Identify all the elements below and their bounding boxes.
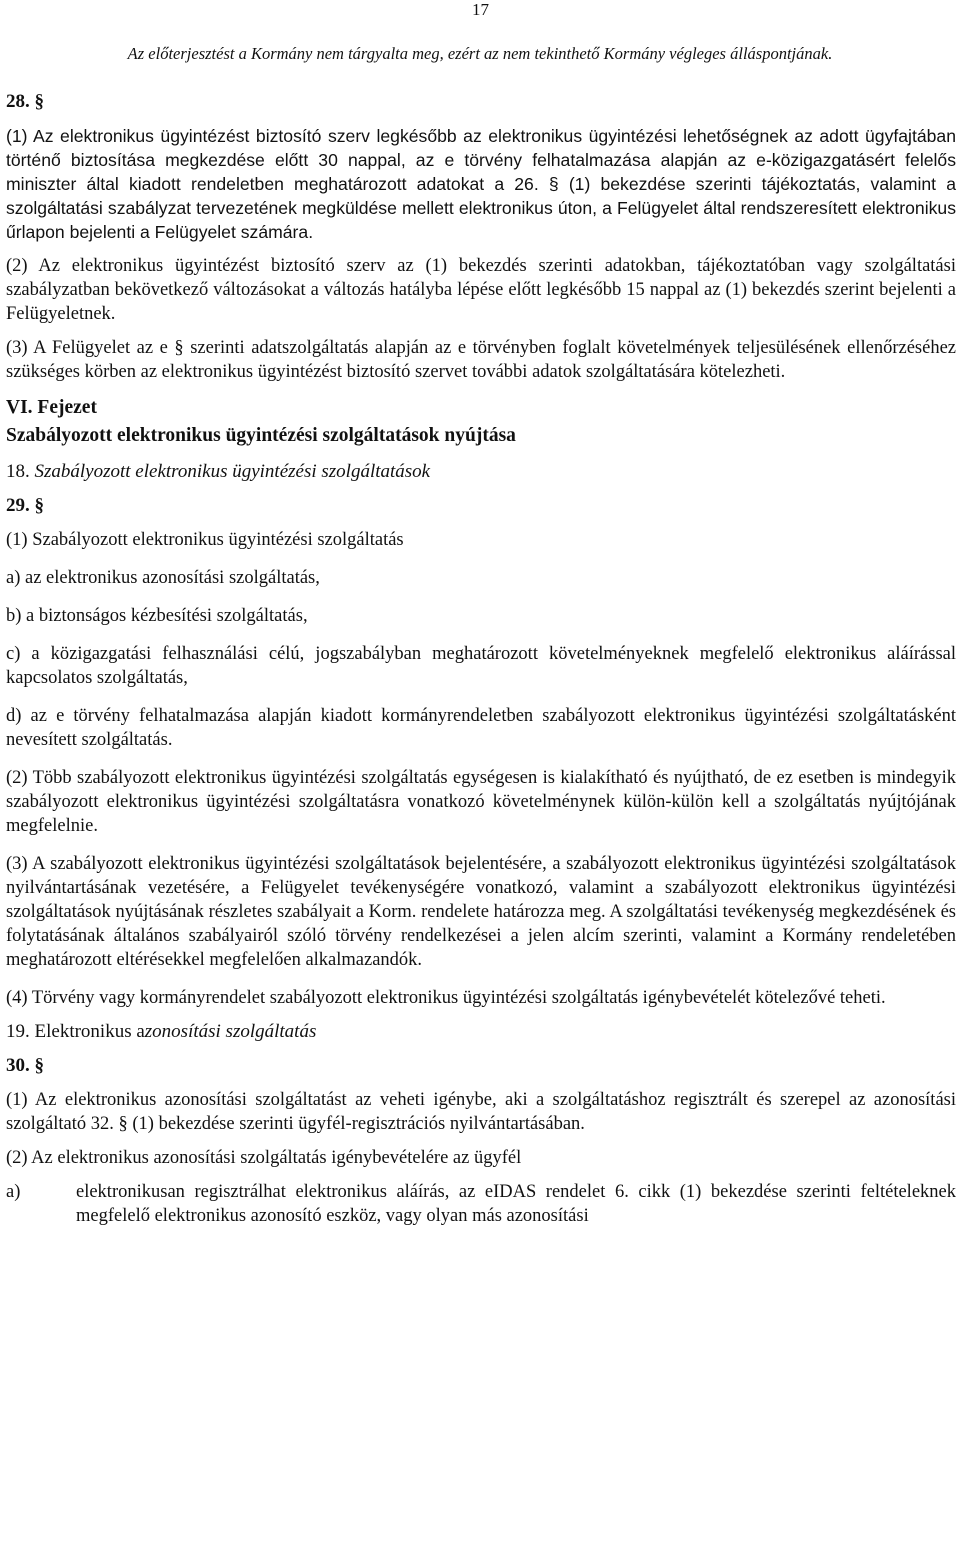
section-29-point-b: b) a biztonságos kézbesítési szolgáltatás,	[6, 606, 308, 626]
section-28-heading: 28. §	[6, 91, 44, 112]
section-29-paragraph-1: (1) Szabályozott elektronikus ügyintézési szolgáltatás	[6, 530, 404, 550]
section-30-point-a-text: elektronikusan regisztrálhat elektronikus aláírás, az eIDAS rendelet 6. cikk (1) bekezdése szerinti feltételeknek megfelelő elektronikus azonosító eszköz, vagy olyan más azonosítási	[76, 1182, 956, 1226]
section-29-paragraph-3: (3) A szabályozott elektronikus ügyintézési szolgáltatások bejelentésére, a szabályozott elektronikus ügyintézési szolgáltatások nyilvántartásának vezetésére, a Felügyelet tevékenységére vonatkozó, valamint a szabályozott elektronikus ügyintézési szolgáltatások nyújtásának részletes szabályait a Korm. rendelete határozza meg. A szolgáltatási tevékenység megkezdésének és folytatásának általános szabályairól szóló törvény rendelkezései a jelen alcím szerinti, valamint a Kormány rendeletében meghatározott eltérésekkel megfelelően alkalmazandók.	[6, 854, 956, 970]
section-29-heading: 29. §	[6, 495, 44, 516]
section-29-point-c: c) a közigazgatási felhasználási célú, jogszabályban meghatározott követelményeknek megfelelő elektronikus aláírással kapcsolatos szolgáltatás,	[6, 644, 956, 688]
page-number: 17	[472, 0, 489, 19]
section-30-point-a-label: a)	[6, 1182, 21, 1202]
section-28-paragraph-1: (1) Az elektronikus ügyintézést biztosító szerv legkésőbb az elektronikus ügyintézési lehetőségnek az adott ügyfajtában történő biztosítása megkezdése előtt 30 nappal, az e törvény felhatalmazása alapján az e-közigazgatásért felelős miniszter által kiadott rendeletben meghatározott adatokat a 26. § (1) bekezdése szerinti tájékoztatás, valamint a szolgáltatási szabályzat tervezetének megküldése mellett elektronikus úton, a Felügyelet által rendszeresített elektronikus űrlapon bejelenti a Felügyelet számára.	[6, 126, 956, 242]
section-28-paragraph-2: (2) Az elektronikus ügyintézést biztosító szerv az (1) bekezdés szerinti adatokban, tájékoztatóban vagy szolgáltatási szabályzatban bekövetkező változásokat a változás hatályba lépése előtt legkésőbb 15 nappal az (1) bekezdés szerint bejelenti a Felügyeletnek.	[6, 256, 956, 324]
subtitle-18	[6, 460, 956, 484]
section-29-paragraph-2: (2) Több szabályozott elektronikus ügyintézési szolgáltatás egységesen is kialakítható és nyújtható, de ez esetben is mindegyik szabályozott elektronikus ügyintézési szolgáltatásra vonatkozó követelménynek külön-külön kell a szolgáltatás nyújtójának megfelelnie.	[6, 768, 956, 836]
chapter-number: VI. Fejezet	[6, 397, 97, 418]
subtitle-18-title: Szabályozott elektronikus ügyintézési szolgáltatások	[34, 461, 431, 482]
section-29-point-d: d) az e törvény felhatalmazása alapján kiadott kormányrendeletben szabályozott elektronikus ügyintézési szolgáltatásként nevesített szolgáltatás.	[6, 706, 956, 750]
section-30-paragraph-1: (1) Az elektronikus azonosítási szolgáltatást az veheti igénybe, aki a szolgáltatáshoz regisztrált és szerepel az azonosítási szolgáltató 32. § (1) bekezdése szerinti ügyfél-regisztrációs nyilvántartásában.	[6, 1090, 956, 1134]
subtitle-19-title: zonosítási szolgáltatás	[144, 1021, 317, 1042]
subtitle-18-number: 18.	[6, 461, 30, 482]
section-30-heading: 30. §	[6, 1055, 44, 1076]
section-29-point-a: a) az elektronikus azonosítási szolgáltatás,	[6, 568, 320, 588]
section-30-paragraph-2: (2) Az elektronikus azonosítási szolgáltatás igénybevételére az ügyfél	[6, 1148, 522, 1168]
section-28-paragraph-3: (3) A Felügyelet az e § szerinti adatszolgáltatás alapján az e törvényben foglalt követelmények teljesülésének ellenőrzéséhez szükséges körben az elektronikus ügyintézést biztosító szervet további adatok szolgáltatására kötelezheti.	[6, 338, 956, 382]
subtitle-19	[6, 1020, 956, 1044]
chapter-title: Szabályozott elektronikus ügyintézési szolgáltatások nyújtása	[6, 425, 516, 446]
subtitle-19-number: 19. Elektronikus a	[6, 1021, 145, 1042]
section-29-paragraph-4: (4) Törvény vagy kormányrendelet szabályozott elektronikus ügyintézési szolgáltatás igénybevételét kötelezővé teheti.	[6, 988, 886, 1008]
document-body	[6, 90, 956, 1228]
section-30-point-a	[6, 1180, 956, 1228]
draft-disclaimer-header: Az előterjesztést a Kormány nem tárgyalta meg, ezért az nem tekinthető Kormány végleges álláspontjának.	[127, 44, 833, 63]
